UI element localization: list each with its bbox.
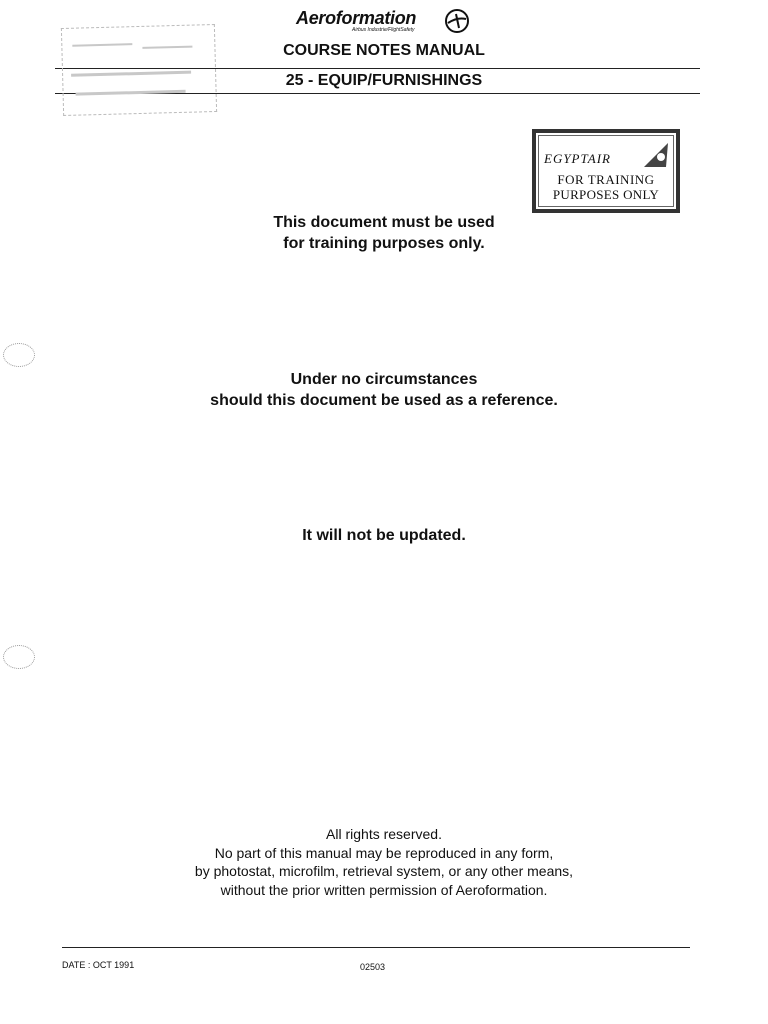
copyright-line: without the prior written permission of Aeroformation. (220, 881, 548, 898)
stamp-line-1: FOR TRAINING (557, 172, 655, 187)
stamp-line-2: PURPOSES ONLY (552, 187, 660, 202)
training-stamp (532, 129, 680, 213)
brand-name: Aeroformation (296, 8, 417, 28)
brand-subtitle: Airbus Industrie/FlightSafety (352, 27, 415, 33)
notice-line: for training purposes only. (283, 235, 485, 252)
copyright-line: No part of this manual may be reproduced in any form, (214, 844, 554, 861)
copyright-notice (0, 825, 768, 899)
footer-document-code: 02503 (360, 962, 386, 972)
stamp-airline-name: EGYPTAIR (544, 151, 611, 166)
notice-training-only (0, 212, 768, 254)
footer-date: DATE : OCT 1991 (62, 960, 135, 970)
brand-logo-block (290, 6, 480, 36)
binder-hole-icon (3, 343, 35, 367)
notice-line: Under no circumstances (290, 371, 478, 388)
notice-not-updated: It will not be updated. (302, 527, 466, 544)
chapter-title: 25 - EQUIP/FURNISHINGS (285, 72, 483, 89)
manual-title: COURSE NOTES MANUAL (283, 42, 485, 59)
copyright-line: by photostat, microfilm, retrieval system, or any other means, (194, 863, 574, 879)
notice-not-reference (0, 369, 768, 411)
notice-line: This document must be used (273, 214, 495, 231)
footer-divider (62, 947, 690, 948)
notice-line: should this document be used as a reference. (210, 392, 558, 409)
aeroformation-logo-icon (444, 8, 470, 39)
copyright-line: All rights reserved. (326, 826, 442, 842)
faded-stamp-icon (61, 24, 217, 116)
egyptair-tail-icon (642, 141, 670, 174)
binder-hole-icon (3, 645, 35, 669)
